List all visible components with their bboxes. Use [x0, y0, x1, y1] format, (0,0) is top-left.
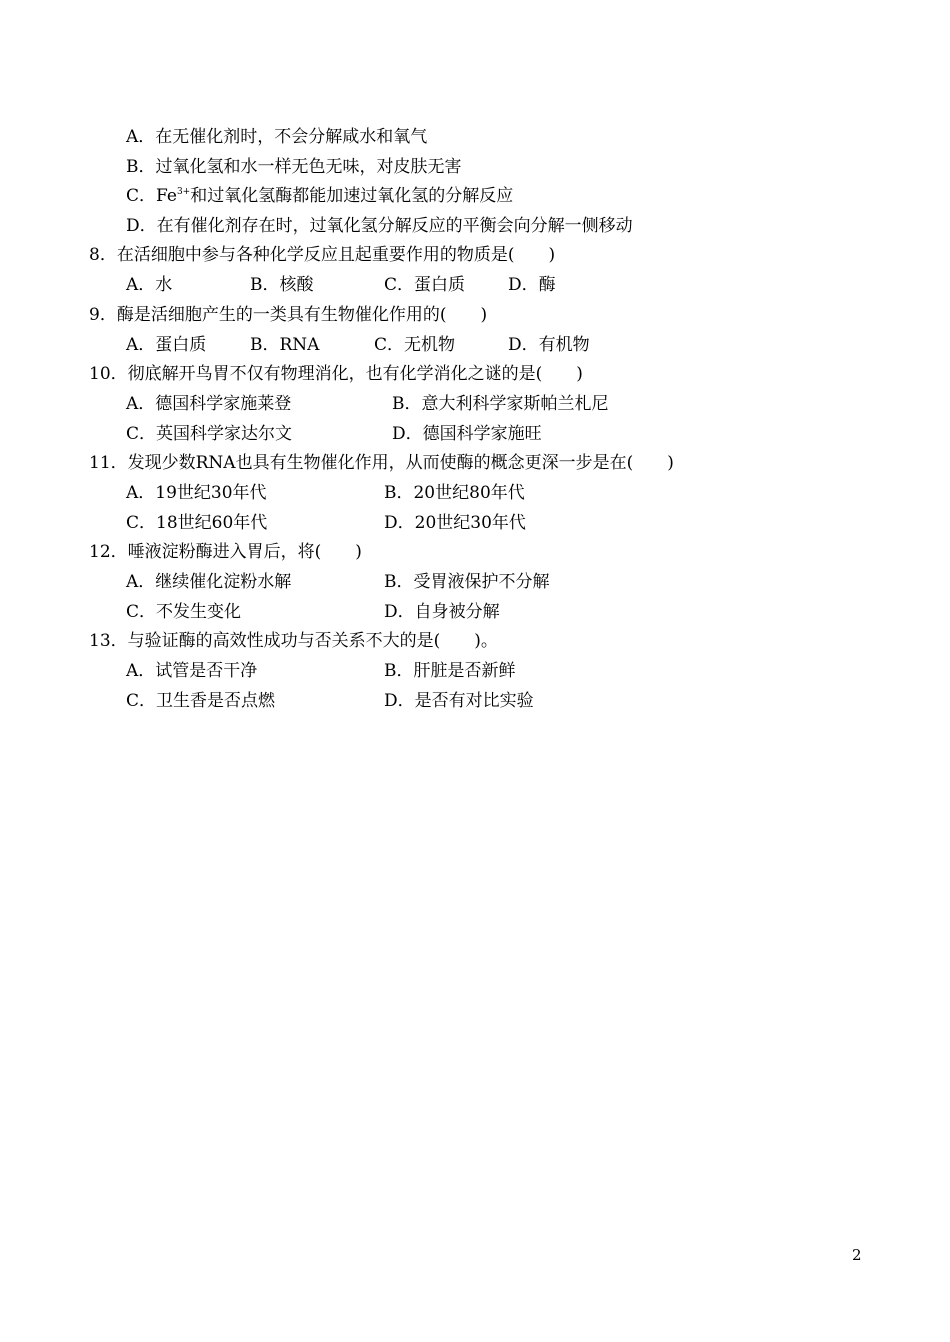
- q7-option-a: A．在无催化剂时，不会分解咸水和氧气: [126, 127, 428, 147]
- q11-stem: 11．发现少数RNA也具有生物催化作用，从而使酶的概念更深一步是在( ): [89, 453, 674, 473]
- q7-option-c-post: 和过氧化氢酶都能加速过氧化氢的分解反应: [190, 186, 514, 206]
- q11-option-c: C．18世纪60年代: [126, 513, 268, 533]
- q7-option-b: B．过氧化氢和水一样无色无味，对皮肤无害: [126, 157, 462, 177]
- q9-option-d: D．有机物: [508, 335, 590, 355]
- q8-option-a: A．水: [126, 275, 173, 295]
- q10-option-b: B．意大利科学家斯帕兰札尼: [392, 394, 609, 414]
- q13-option-d: D．是否有对比实验: [384, 691, 534, 711]
- q13-option-b: B．肝脏是否新鲜: [384, 661, 516, 681]
- q12-option-a: A．继续催化淀粉水解: [126, 572, 292, 592]
- q9-stem: 9．酶是活细胞产生的一类具有生物催化作用的( ): [89, 305, 488, 325]
- q8-stem: 8．在活细胞中参与各种化学反应且起重要作用的物质是( ): [89, 245, 556, 265]
- q8-option-d: D．酶: [508, 275, 556, 295]
- q12-stem: 12．唾液淀粉酶进入胃后，将( ): [89, 542, 362, 562]
- q10-option-a: A．德国科学家施莱登: [126, 394, 292, 414]
- q11-option-d: D．20世纪30年代: [384, 513, 526, 533]
- q11-option-b: B．20世纪80年代: [384, 483, 525, 503]
- q7-option-c-sup: 3+: [176, 187, 191, 197]
- q9-option-b: B．RNA: [250, 335, 320, 355]
- q12-option-b: B．受胃液保护不分解: [384, 572, 550, 592]
- q12-option-c: C．不发生变化: [126, 602, 242, 622]
- q7-option-d: D．在有催化剂存在时，过氧化氢分解反应的平衡会向分解一侧移动: [126, 216, 633, 236]
- q13-option-a: A．试管是否干净: [126, 661, 258, 681]
- q8-option-b: B．核酸: [250, 275, 314, 295]
- q7-option-c-pre: C．Fe: [126, 186, 177, 206]
- q9-option-a: A．蛋白质: [126, 335, 207, 355]
- q10-option-d: D．德国科学家施旺: [392, 424, 542, 444]
- q12-option-d: D．自身被分解: [384, 602, 500, 622]
- q13-stem: 13．与验证酶的高效性成功与否关系不大的是( )。: [89, 631, 498, 651]
- page-number: 2: [852, 1246, 862, 1264]
- q11-option-a: A．19世纪30年代: [126, 483, 267, 503]
- q10-stem: 10．彻底解开鸟胃不仅有物理消化，也有化学消化之谜的是( ): [89, 364, 583, 384]
- q9-option-c: C．无机物: [374, 335, 456, 355]
- q8-option-c: C．蛋白质: [384, 275, 466, 295]
- q13-option-c: C．卫生香是否点燃: [126, 691, 276, 711]
- q10-option-c: C．英国科学家达尔文: [126, 424, 293, 444]
- q7-option-c: [126, 185, 513, 207]
